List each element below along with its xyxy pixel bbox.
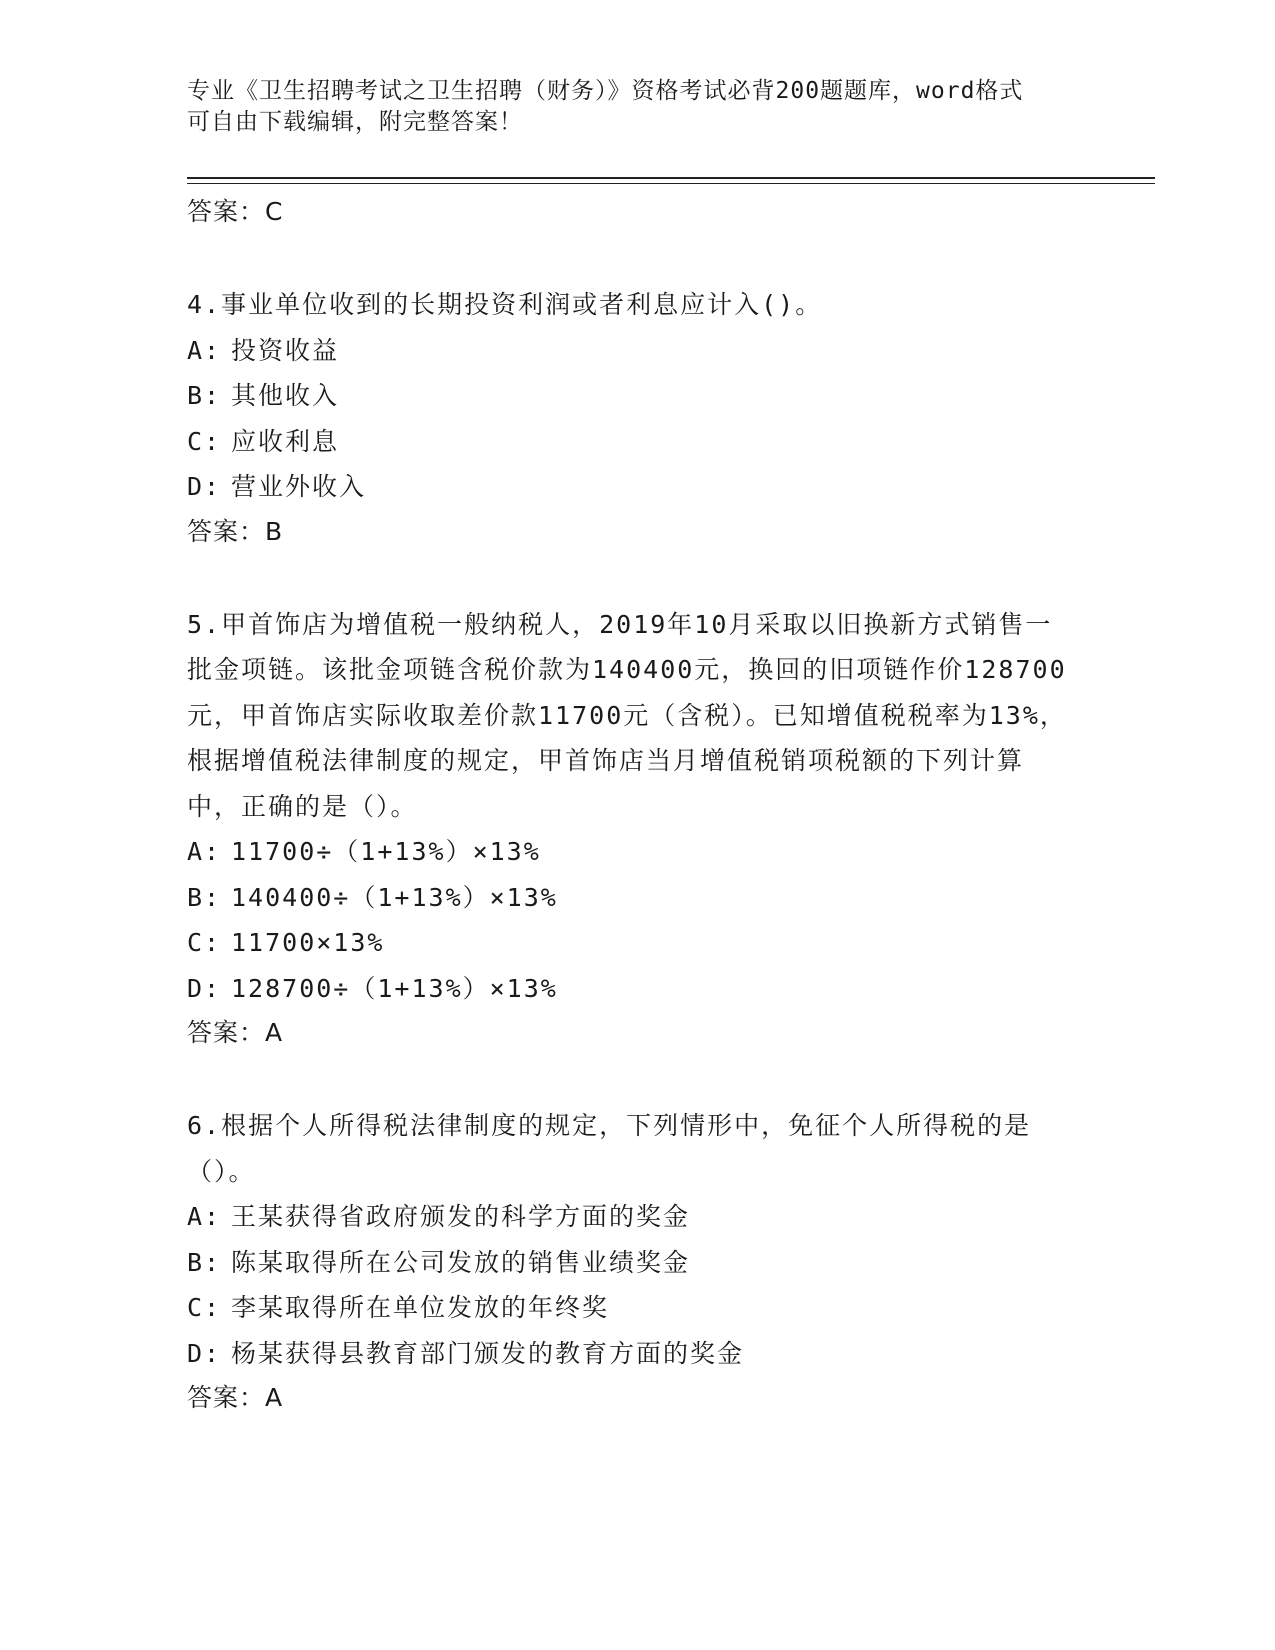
question-6 <box>187 1103 1077 1420</box>
option-b <box>187 1240 1077 1286</box>
option-a <box>187 829 1077 875</box>
option-text: 投资收益 <box>231 335 340 365</box>
spacer <box>187 554 1077 602</box>
question-list <box>187 190 1077 1420</box>
option-a <box>187 328 1077 374</box>
option-text: 杨某获得县教育部门颁发的教育方面的奖金 <box>231 1338 745 1368</box>
header-line-1: 专业《卫生招聘考试之卫生招聘（财务）》资格考试必背200题题库，word格式 <box>187 78 1024 104</box>
option-text: 128700÷（1+13%）×13% <box>231 973 558 1003</box>
option-letter: C: <box>187 1293 222 1322</box>
option-letter: C: <box>187 928 222 957</box>
option-d <box>187 966 1077 1012</box>
header-rule-thick <box>187 177 1155 179</box>
option-letter: A: <box>187 335 222 365</box>
spacer <box>187 1055 1077 1103</box>
option-text: 应收利息 <box>231 426 340 456</box>
option-letter: B: <box>187 1247 222 1277</box>
option-text: 陈某取得所在公司发放的销售业绩奖金 <box>231 1247 691 1277</box>
spacer <box>187 234 1077 282</box>
option-text: 11700×13% <box>231 928 385 957</box>
option-c <box>187 1285 1077 1331</box>
option-d <box>187 464 1077 510</box>
option-letter: D: <box>187 472 222 501</box>
option-text: 11700÷（1+13%）×13% <box>231 837 541 866</box>
question-4 <box>187 282 1077 554</box>
option-text: 李某取得所在单位发放的年终奖 <box>231 1293 610 1322</box>
header-rule-thin <box>187 183 1155 184</box>
option-a <box>187 1194 1077 1240</box>
option-b <box>187 373 1077 419</box>
option-letter: B: <box>187 882 222 912</box>
option-letter: D: <box>187 973 222 1003</box>
question-stem: 5.甲首饰店为增值税一般纳税人，2019年10月采取以旧换新方式销售一批金项链。该批金项链含税价款为140400元，换回的旧项链作价128700元，甲首饰店实际收取差价款11700元（含税）。已知增值税税率为13%，根据增值税法律制度的规定，甲首饰店当月增值税销项税额的下列计算中，正确的是（）。 <box>187 609 1067 821</box>
option-letter: C: <box>187 426 222 456</box>
question-stem: 4.事业单位收到的长期投资利润或者利息应计入()。 <box>187 290 823 319</box>
answer-line: 答案：C <box>187 197 284 226</box>
header-line-2: 可自由下载编辑，附完整答案！ <box>187 109 523 135</box>
option-text: 其他收入 <box>231 381 340 410</box>
document-header <box>187 76 1087 138</box>
option-letter: D: <box>187 1338 222 1368</box>
option-c <box>187 419 1077 465</box>
answer-line: 答案：A <box>187 1018 284 1047</box>
option-b <box>187 875 1077 921</box>
answer-line: 答案：B <box>187 516 284 546</box>
answer-line: 答案：A <box>187 1383 284 1412</box>
option-text: 140400÷（1+13%）×13% <box>231 882 558 912</box>
option-text: 营业外收入 <box>231 472 367 501</box>
question-5 <box>187 602 1077 1056</box>
option-letter: B: <box>187 381 222 410</box>
option-letter: A: <box>187 837 222 866</box>
option-text: 王某获得省政府颁发的科学方面的奖金 <box>231 1202 691 1231</box>
question-stem: 6.根据个人所得税法律制度的规定，下列情形中，免征个人所得税的是（）。 <box>187 1111 1032 1186</box>
option-letter: A: <box>187 1202 222 1231</box>
option-d <box>187 1331 1077 1377</box>
option-c <box>187 920 1077 966</box>
